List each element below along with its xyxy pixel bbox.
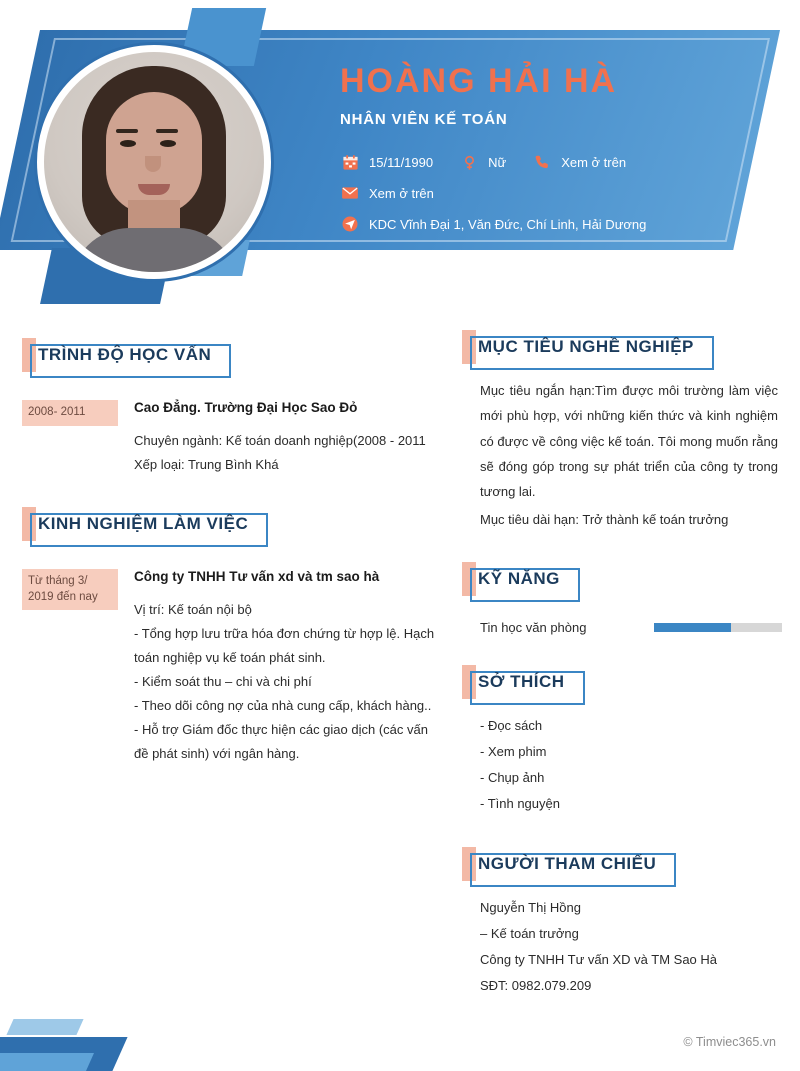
avatar-shoulders [70,228,238,272]
education-title-text: TRÌNH ĐỘ HỌC VẤN [38,345,212,364]
contact-row-1 [340,152,780,172]
contact-birthdate-text: 15/11/1990 [369,154,434,170]
phone-icon [532,152,552,172]
education-date: 2008- 2011 [22,400,118,426]
interests-list [462,713,782,817]
avatar-brow-left [116,129,138,133]
section-title-skills [462,562,574,596]
experience-item [22,569,442,766]
watermark: © Timviec365.vn [683,1035,776,1049]
contact-row-2 [340,183,780,203]
contact-email[interactable] [340,183,434,203]
spacer-right-1 [462,532,782,562]
section-title-education [22,338,225,372]
candidate-job-title: NHÂN VIÊN KẾ TOÁN [340,111,508,128]
experience-company: Công ty TNHH Tư vấn xd và tm sao hà [134,569,380,585]
interests-title-text: SỞ THÍCH [478,672,565,692]
calendar-icon [340,152,360,172]
section-title-experience [22,507,262,541]
right-column [462,330,782,999]
skill-progress-track [654,623,782,632]
avatar-eye-right [160,140,176,147]
footer-shape-mid [0,1053,94,1071]
avatar-eye-left [120,140,136,147]
list-item: - Đọc sách [480,718,543,734]
contact-birthdate [340,152,433,172]
section-title-interests [462,665,579,699]
skill-name: Tin học văn phòng [480,620,587,636]
spacer-right-3 [462,817,782,847]
reference-phone: SĐT: 0982.079.209 [480,978,592,994]
avatar-face [106,92,202,214]
experience-line-4: - Theo dõi công nợ của nhà cung cấp, khách hàng.. [134,698,432,714]
contact-block [340,152,780,245]
contact-gender [459,152,506,172]
objective-body [462,378,782,532]
experience-date: Từ tháng 3/ 2019 đến nay [22,569,118,610]
contact-gender-text: Nữ [488,154,507,170]
list-item: - Xem phim [480,744,547,760]
gender-icon [459,152,479,172]
resume-header [0,0,800,315]
reference-company: Công ty TNHH Tư vấn XD và TM Sao Hà [480,952,718,968]
education-line-2: Xếp loại: Trung Bình Khá [134,457,279,473]
objective-paragraph-2: Mục tiêu dài hạn: Trở thành kế toán trưởng [480,511,729,527]
objective-title-text: MỤC TIÊU NGHỀ NGHIỆP [478,337,694,356]
contact-address [340,214,646,234]
education-line-1: Chuyên ngành: Kế toán doanh nghiệp(2008 - 2011 [134,433,426,448]
education-item [22,400,442,477]
skill-progress-fill [654,623,731,632]
left-column [22,338,442,766]
contact-address-text: KDC Vĩnh Đại 1, Văn Đức, Chí Linh, Hải Dương [369,216,647,232]
avatar-nose [145,156,161,172]
experience-line-1: Vị trí: Kế toán nội bộ [134,602,252,618]
avatar-brow-right [156,129,178,133]
skill-item [462,620,782,635]
avatar [44,52,264,272]
reference-list [462,895,782,999]
contact-phone-text: Xem ở trên [561,154,627,170]
experience-line-2: - Tổng hợp lưu trữa hóa đơn chứng từ hợp lệ. Hạch toán nghiệp vụ kế toán phát sinh. [134,626,435,666]
education-entry [118,400,442,477]
reference-position: – Kế toán trưởng [480,926,579,942]
experience-line-5: - Hỗ trợ Giám đốc thực hiện các giao dịch (các vấn đề phát sinh) với ngân hàng. [134,722,428,762]
list-item: - Chụp ảnh [480,770,545,786]
contact-phone[interactable] [532,152,626,172]
reference-title-text: NGƯỜI THAM CHIẾU [478,854,657,874]
objective-paragraph-1: Mục tiêu ngắn hạn:Tìm được môi trường làm việc mới phù hợp, với những kiến thức và kinh nghiệm có được về công việc kế toán. Tôi mong muốn rằng sẽ đóng góp trong sự phát triển của công ty trong tương lai. [480,383,778,500]
education-school: Cao Đẳng. Trường Đại Học Sao Đỏ [134,400,358,415]
skills-title-text: KỸ NĂNG [478,569,560,589]
experience-title-text: KINH NGHIỆM LÀM VIỆC [38,514,249,534]
spacer-left-1 [22,477,442,507]
footer-decor [0,1001,150,1071]
list-item: - Tình nguyện [480,796,560,812]
footer-shape-light [6,1019,83,1035]
spacer-right-2 [462,635,782,665]
reference-name: Nguyễn Thị Hồng [480,900,581,916]
experience-entry [118,569,442,766]
contact-email-text: Xem ở trên [369,185,434,201]
email-icon [340,183,360,203]
contact-row-3 [340,214,780,234]
header-identity [340,62,770,128]
location-icon [340,214,360,234]
section-title-reference [462,847,670,881]
experience-line-3: - Kiểm soát thu – chi và chi phí [134,674,312,690]
candidate-name: HOÀNG HẢI HÀ [340,62,618,100]
section-title-objective [462,330,708,364]
